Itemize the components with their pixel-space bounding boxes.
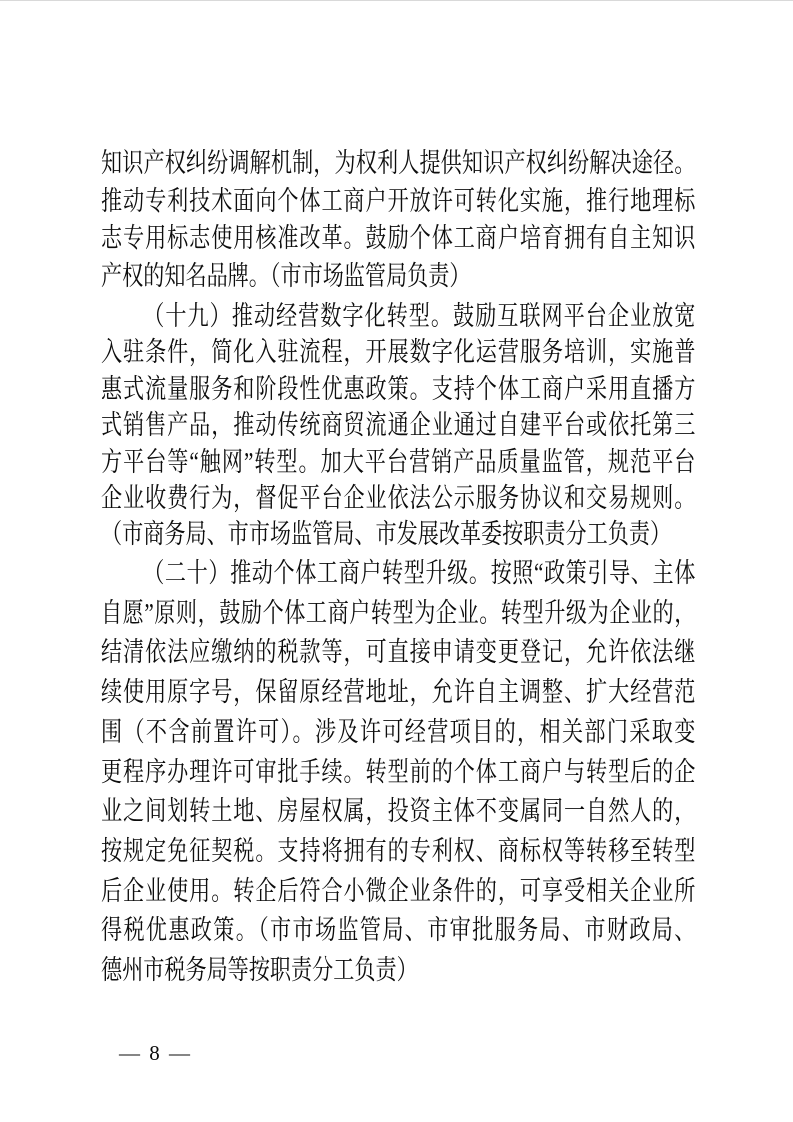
body-line: （十九）推动经营数字化转型。鼓励互联网平台企业放宽 bbox=[143, 301, 696, 331]
body-line: 方平台等“触网”转型。加大平台营销产品质量监管，规范平台 bbox=[101, 446, 696, 477]
body-line: 按规定免征契税。支持将拥有的专利权、商标权等转移至转型 bbox=[101, 835, 696, 866]
paragraph-19-digital-transformation bbox=[101, 298, 695, 553]
body-line: 围（不含前置许可）。涉及许可经营项目的，相关部门采取变 bbox=[101, 716, 696, 747]
body-line: 式销售产品，推动传统商贸流通企业通过自建平台或依托第三 bbox=[101, 410, 696, 441]
body-line: 自愿”原则，鼓励个体工商户转型为企业。转型升级为企业的， bbox=[101, 597, 696, 628]
body-line: 入驻条件，简化入驻流程，开展数字化运营服务培训，实施普 bbox=[101, 337, 696, 368]
body-line: （市商务局、市市场监管局、市发展改革委按职责分工负责） bbox=[101, 519, 672, 550]
body-line: 续使用原字号，保留原经营地址，允许自主调整、扩大经营范 bbox=[101, 677, 696, 708]
body-line: 业之间划转土地、房屋权属，投资主体不变属同一自然人的， bbox=[101, 796, 696, 827]
body-line: 更程序办理许可审批手续。转型前的个体工商户与转型后的企 bbox=[101, 756, 696, 787]
body-line: 惠式流量服务和阶段性优惠政策。支持个体工商户采用直播方 bbox=[101, 373, 696, 404]
paragraph-intellectual-property bbox=[101, 145, 695, 295]
body-line: 后企业使用。转企后符合小微企业条件的，可享受相关企业所 bbox=[101, 875, 696, 906]
paragraph-20-upgrade-to-enterprise bbox=[101, 554, 695, 991]
body-line: 结清依法应缴纳的税款等，可直接申请变更登记，允许依法继 bbox=[101, 637, 696, 668]
body-line: 得税优惠政策。（市市场监管局、市审批服务局、市财政局、 bbox=[101, 915, 696, 946]
body-line: 企业收费行为，督促平台企业依法公示服务协议和交易规则。 bbox=[101, 483, 696, 514]
body-line: 德州市税务局等按职责分工负责） bbox=[101, 955, 418, 986]
page-number: — 8 — bbox=[119, 1041, 192, 1065]
body-line: （二十）推动个体工商户转型升级。按照“政策引导、主体 bbox=[143, 558, 696, 588]
body-line: 知识产权纠纷调解机制，为权利人提供知识产权纠纷解决途径。 bbox=[101, 148, 696, 178]
body-line: 产权的知名品牌。（市市场监管局负责） bbox=[101, 260, 471, 291]
body-line: 志专用标志使用核准改革。鼓励个体工商户培育拥有自主知识 bbox=[101, 223, 696, 253]
body-line: 推动专利技术面向个体工商户开放许可转化实施，推行地理标 bbox=[101, 185, 696, 216]
